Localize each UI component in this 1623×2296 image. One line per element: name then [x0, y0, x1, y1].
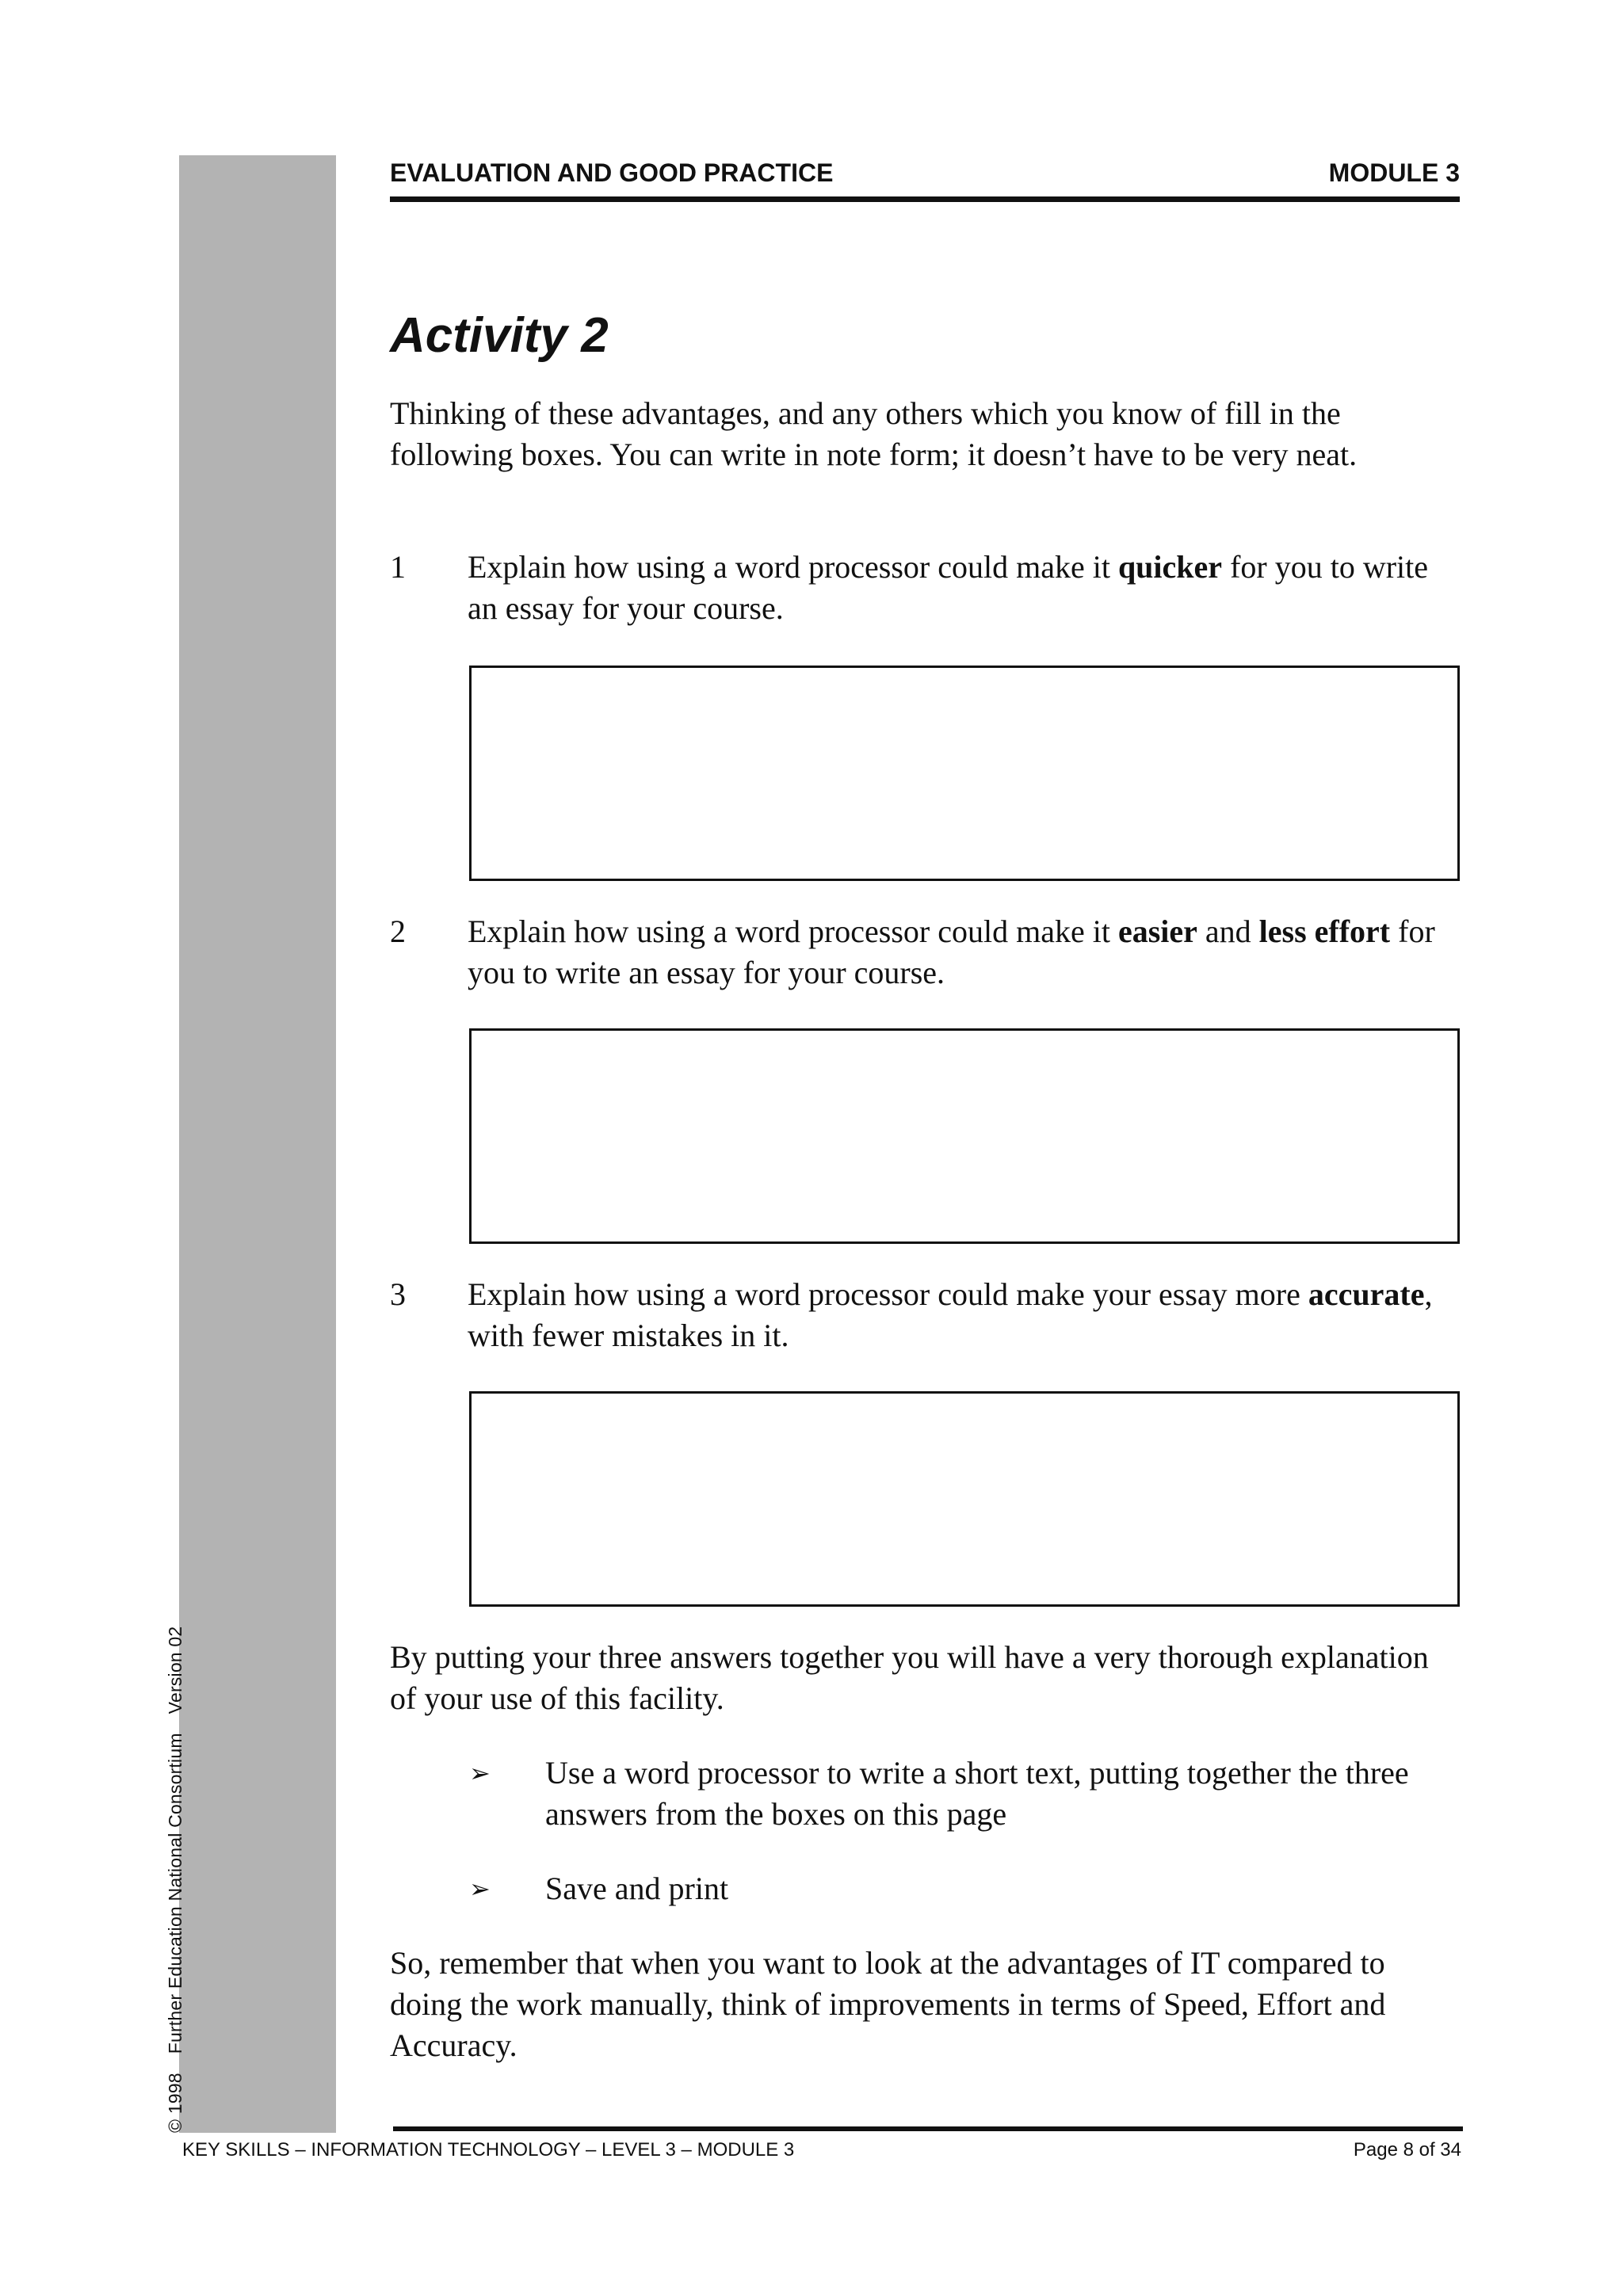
arrow-bullet-icon: ➢ — [469, 1758, 491, 1788]
closing-paragraph: So, remember that when you want to look at the advantages of IT compared to doing the work manually, think of improvements in terms of Speed, Effort and Accuracy. — [390, 1945, 1386, 2063]
copyright-year: © 1998 — [165, 2073, 185, 2133]
emphasis: easier — [1117, 913, 1197, 949]
question-number: 2 — [390, 913, 406, 949]
activity-title: Activity 2 — [390, 308, 609, 363]
emphasis: quicker — [1117, 549, 1223, 585]
emphasis: less effort — [1258, 913, 1391, 949]
arrow-bullet-icon: ➢ — [469, 1874, 491, 1904]
answer-box-3[interactable] — [469, 1391, 1460, 1607]
emphasis: accurate — [1308, 1276, 1425, 1312]
question-text: Explain how using a word processor could make it easier and less effort for you to write an essay for your course. — [468, 913, 1435, 990]
answer-box-1[interactable] — [469, 666, 1460, 881]
copyright-version: Version 02 — [165, 1626, 185, 1714]
question-number: 3 — [390, 1276, 406, 1312]
summary-paragraph: By putting your three answers together you will have a very thorough explanation of your use of this facility. — [390, 1639, 1429, 1716]
footer-course-title: KEY SKILLS – INFORMATION TECHNOLOGY – LEVEL 3 – MODULE 3 — [182, 2139, 795, 2161]
header-module: MODULE 3 — [1328, 158, 1460, 187]
question-text: Explain how using a word processor could make it quicker for you to write an essay for your course. — [468, 549, 1429, 626]
bullet-text: Save and print — [545, 1871, 729, 1906]
question-number: 1 — [390, 549, 406, 585]
copyright-org: Further Education National Consortium — [165, 1733, 185, 2054]
question-text: Explain how using a word processor could make your essay more accurate, with fewer mistakes in it. — [468, 1276, 1433, 1353]
page-header — [390, 155, 1460, 202]
bullet-text: Use a word processor to write a short text, putting together the three answers from the boxes on this page — [545, 1755, 1409, 1832]
footer-divider — [393, 2126, 1463, 2131]
copyright-note — [165, 1627, 186, 2133]
header-section-title: EVALUATION AND GOOD PRACTICE — [390, 158, 834, 187]
answer-box-2[interactable] — [469, 1028, 1460, 1244]
grey-margin-bar — [179, 155, 336, 2133]
intro-paragraph: Thinking of these advantages, and any others which you know of fill in the following boxes. You can write in note form; it doesn’t have to be very neat. — [390, 395, 1358, 472]
page-number: Page 8 of 34 — [1353, 2139, 1461, 2161]
